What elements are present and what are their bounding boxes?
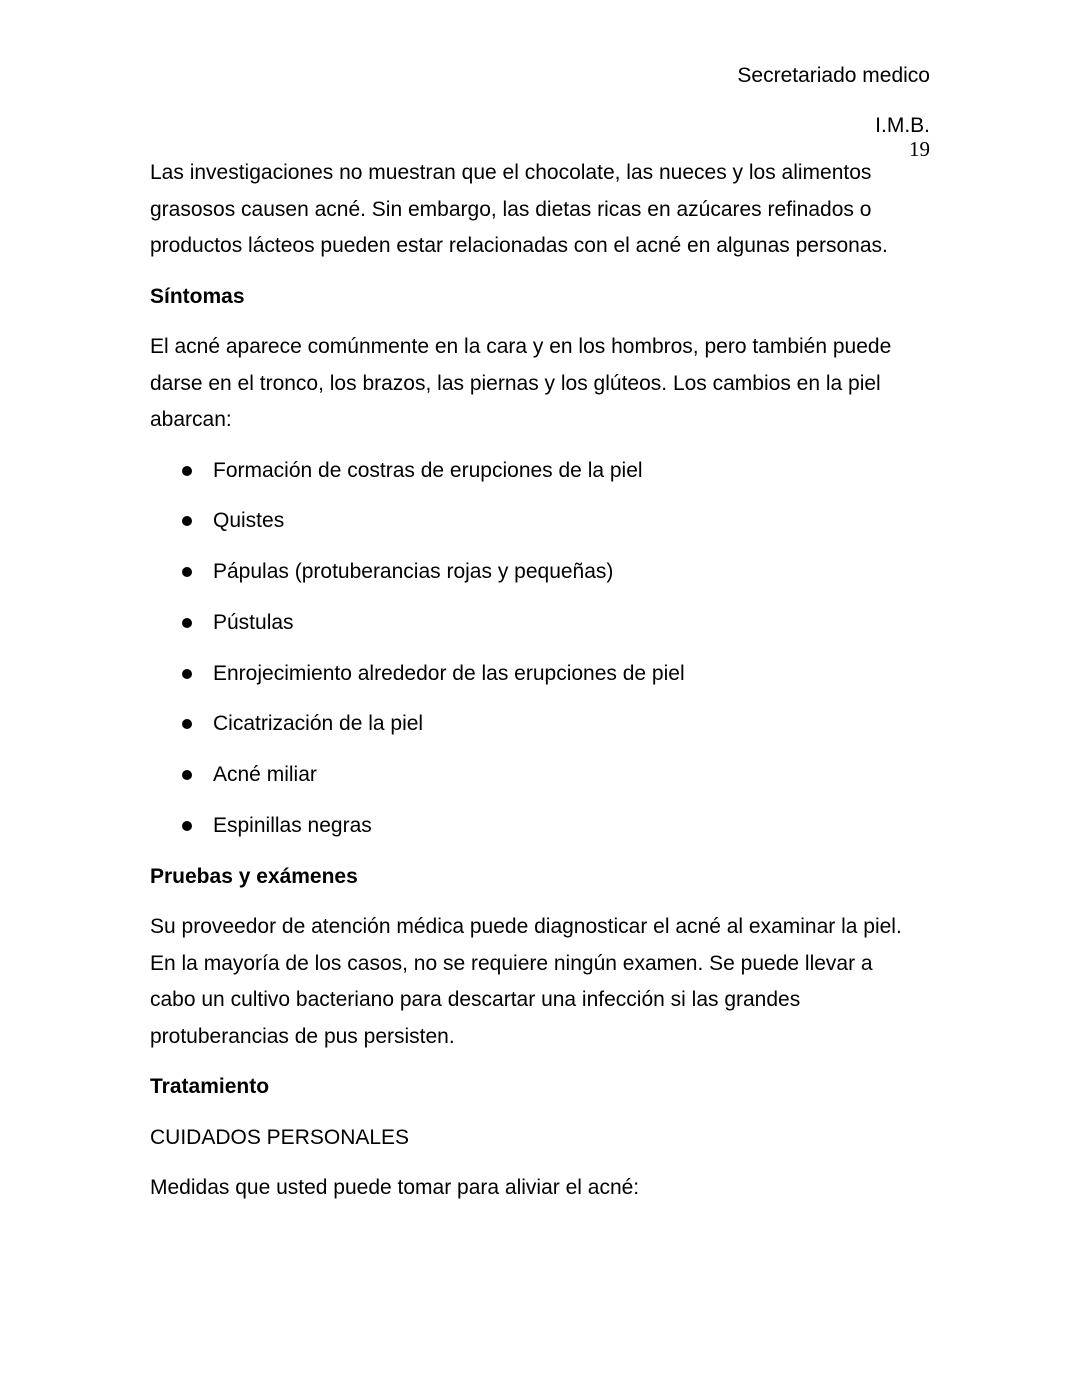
list-item (150, 453, 930, 490)
list-item (150, 757, 930, 794)
text-line: productos lácteos pueden estar relacionadas con el acné en algunas personas. (150, 234, 888, 257)
header-org: I.M.B. (875, 114, 930, 137)
list-item (150, 706, 930, 743)
list-item-text: Pústulas (213, 610, 294, 634)
list-item (150, 605, 930, 642)
list-item-text: Enrojecimiento alrededor de las erupciones de piel (213, 661, 685, 685)
text-line: En la mayoría de los casos, no se requiere ningún examen. Se puede llevar a (150, 951, 873, 975)
text-line: El acné aparece comúnmente en la cara y en los hombros, pero también puede (150, 335, 892, 358)
text-line: darse en el tronco, los brazos, las piernas y los glúteos. Los cambios en la piel (150, 371, 881, 395)
symptoms-paragraph (150, 329, 930, 439)
symptoms-heading: Síntomas (150, 284, 245, 308)
list-item (150, 503, 930, 540)
text-line: Las investigaciones no muestran que el chocolate, las nueces y los alimentos (150, 161, 872, 184)
text-line: protuberancias de pus persisten. (150, 1024, 455, 1048)
tests-heading: Pruebas y exámenes (150, 864, 358, 888)
measures-text: Medidas que usted puede tomar para aliviar el acné: (150, 1176, 640, 1200)
list-item (150, 808, 930, 845)
text-line: cabo un cultivo bacteriano para descartar una infección si las grandes (150, 988, 801, 1012)
list-item (150, 656, 930, 693)
document-body (150, 155, 930, 1207)
header-title: Secretariado medico (737, 64, 930, 87)
bullet-icon (182, 770, 192, 780)
treatment-heading: Tratamiento (150, 1075, 270, 1099)
intro-paragraph (150, 155, 930, 265)
list-item-text: Formación de costras de erupciones de la piel (213, 458, 643, 482)
bullet-icon (182, 618, 192, 628)
text-line: grasosos causen acné. Sin embargo, las dietas ricas en azúcares refinados o (150, 197, 872, 221)
list-item-text: Espinillas negras (213, 814, 372, 838)
bullet-icon (182, 719, 192, 729)
self-care-label: CUIDADOS PERSONALES (150, 1125, 410, 1149)
list-item-text: Pápulas (protuberancias rojas y pequeñas) (213, 560, 614, 584)
list-item-text: Cicatrización de la piel (213, 712, 424, 736)
bullet-icon (182, 567, 192, 577)
list-item (150, 554, 930, 591)
tests-paragraph (150, 909, 930, 1055)
list-item-text: Quistes (213, 509, 285, 533)
bullet-icon (182, 669, 192, 679)
bullet-icon (182, 466, 192, 476)
list-item-text: Acné miliar (213, 763, 317, 787)
symptoms-list (150, 453, 930, 845)
bullet-icon (182, 821, 192, 831)
text-line: Su proveedor de atención médica puede diagnosticar el acné al examinar la piel. (150, 915, 902, 939)
text-line: abarcan: (150, 408, 232, 431)
page-number: 19 (909, 137, 930, 161)
bullet-icon (182, 516, 192, 526)
